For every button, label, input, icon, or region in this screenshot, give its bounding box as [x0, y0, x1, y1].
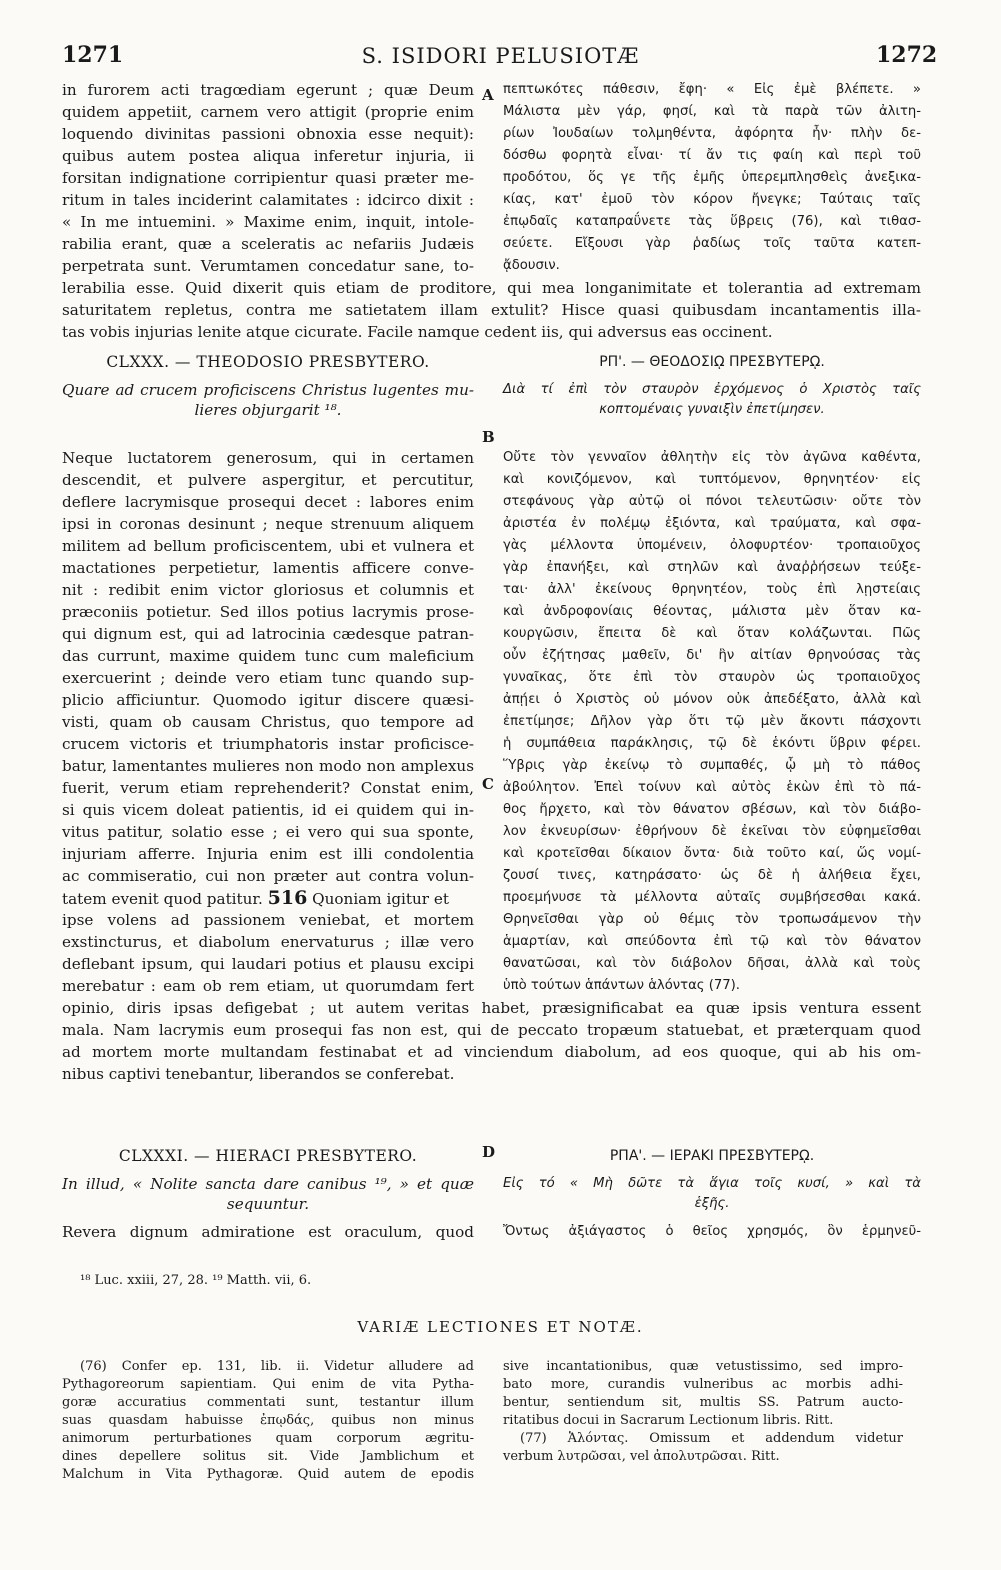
- text-line: quidem appetiit, carnem vero attigit (proprie enim: [62, 103, 474, 121]
- greek-line: καὶ κονιζόμενον, καὶ τυπτόμενον, θρηνητέον· εἰς: [503, 472, 921, 487]
- greek-line: γυναῖκας, ὅτε ἐπὶ τὸν σταυρὸν ὡς τροπαιοῦχος: [503, 670, 921, 685]
- greek-line: Μάλιστα μὲν γάρ, φησί, καὶ τὰ παρὰ τῶν ἀλιτη-: [503, 104, 921, 119]
- greek-line: ἐπετίμησε; Δῆλον γὰρ ὅτι τῷ μὲν ἄκοντι πάσχοντι: [503, 714, 921, 729]
- greek-line: ζουσί τινες, κατηράσατο· ὡς δὲ ἡ ἀλήθεια ἔχει,: [503, 868, 921, 883]
- note-line: Pythagoreorum sapientiam. Qui enim de vita Pytha-: [62, 1377, 474, 1392]
- note-line: bato more, curandis vulneribus ac morbis adhi-: [503, 1377, 903, 1392]
- text-line: deflebant ipsum, qui laudari potius et plausu excipi: [62, 955, 474, 973]
- text-line: Neque luctatorem generosum, qui in certamen: [62, 449, 474, 467]
- note-line: (77) Ἁλόντας. Omissum et addendum videtur: [520, 1431, 903, 1446]
- greek-line: πεπτωκότες πάθεσιν, ἔφη· « Εἰς ἐμὲ βλέπετε. »: [503, 82, 921, 97]
- letter-181-subtitle-greek: ἑξῆς.: [694, 1196, 730, 1211]
- letter-180-subtitle-greek: κοπτομέναις γυναιξὶν ἐπετίμησεν.: [599, 402, 825, 417]
- full-line: mala. Nam lacrymis eum prosequi fas non est, qui de peccato tropæum statuebat, et præterquam quod: [62, 1021, 921, 1039]
- greek-line: Οὔτε τὸν γενναῖον ἀθλητὴν εἰς τὸν ἀγῶνα καθέντα,: [503, 450, 921, 465]
- column-number-left: 1271: [62, 42, 124, 68]
- text-line: batur, lamentantes mulieres non modo non amplexus: [62, 757, 474, 775]
- text-line: visti, quam ob causam Christus, quo tempore ad: [62, 713, 474, 731]
- text-line: descendit, et pulvere aspergitur, et percutitur,: [62, 471, 474, 489]
- greek-line: σεύετε. Εἴξουσι γὰρ ῥαδίως τοῖς ταῦτα κατεπ-: [503, 236, 921, 251]
- greek-line: ἀριστέα ἐν πολέμῳ ἐξιόντα, καὶ τραύματα, καὶ σφα-: [503, 516, 921, 531]
- text-line: nit : redibit enim victor gloriosus et columnis et: [62, 581, 474, 599]
- text-line: exercuerint ; deinde vero etiam tunc quando sup-: [62, 669, 474, 687]
- letter-181-latin-first-line: Revera dignum admiratione est oraculum, quod: [62, 1223, 474, 1241]
- greek-line: οὖν ἐζήτησας μαθεῖν, δι' ἣν αἰτίαν θρηνούσας τὰς: [503, 648, 921, 663]
- note-line: Malchum in Vita Pythagoræ. Quid autem de epodis: [62, 1467, 474, 1482]
- text-fragment: Quoniam igitur et: [312, 890, 449, 908]
- text-line: « In me intuemini. » Maxime enim, inquit, intole-: [62, 213, 474, 231]
- text-line: ipsi in coronas desinunt ; neque strenuum aliquem: [62, 515, 474, 533]
- text-line: rabilia erant, quæ a sceleratis ac nefariis Judæis: [62, 235, 474, 253]
- letter-181-subtitle-latin: sequuntur.: [226, 1195, 310, 1213]
- letter-181-subtitle-greek: Εἰς τό « Μὴ δῶτε τὰ ἅγια τοῖς κυσί, » καὶ τὰ: [503, 1176, 921, 1191]
- text-line: mactationes perpetietur, lamentis afficere conve-: [62, 559, 474, 577]
- letter-181-greek-first-line: Ὄντως ἀξιάγαστος ὁ θεῖος χρησμός, ὃν ἑρμηνεῦ-: [503, 1224, 921, 1239]
- text-line: ipse volens ad passionem veniebat, et mortem: [62, 911, 474, 929]
- note-line: suas quasdam habuisse ἐπῳδάς, quibus non minus: [62, 1413, 474, 1428]
- greek-line: καὶ κροτεῖσθαι δίκαιον ὄντα· διὰ τοῦτο καί, ὥς νομί-: [503, 846, 921, 861]
- text-line: fuerit, verum etiam reprehenderit? Constat enim,: [62, 779, 474, 797]
- margin-letter-b: B: [482, 428, 495, 446]
- letter-180-subtitle-latin: lieres objurgarit ¹⁸.: [194, 401, 342, 419]
- note-line: ritatibus docui in Sacrarum Lectionum libris. Ritt.: [503, 1413, 834, 1428]
- greek-line: προεμήνυσε τὰ μέλλοντα αὐταῖς συμβήσεσθαι κακά.: [503, 890, 921, 905]
- greek-line: ἀβούλητον. Ἐπεὶ τοίνυν καὶ αὐτὸς ἑκὼν ἐπὶ τὸ πά-: [503, 780, 921, 795]
- text-line: præconiis potietur. Sed illos potius lacrymis prose-: [62, 603, 474, 621]
- greek-line: θανατῶσαι, καὶ τὸν διάβολον δῆσαι, ἀλλὰ καὶ τοὺς: [503, 956, 921, 971]
- greek-line: Θρηνεῖσθαι γὰρ οὐ θέμις τὸν τροπωσάμενον τὴν: [503, 912, 921, 927]
- text-line: merebatur : eam ob rem etiam, ut quorumdam fert: [62, 977, 474, 995]
- greek-line: ἁμαρτίαν, καὶ σπεύδοντα ἐπὶ τῷ καὶ τὸν θάνατον: [503, 934, 921, 949]
- letter-180-subtitle-greek: Διὰ τί ἐπὶ τὸν σταυρὸν ἐρχόμενος ὁ Χριστὸς ταῖς: [503, 382, 921, 397]
- text-line: militem ad bellum proficiscentem, ubi et vulnera et: [62, 537, 474, 555]
- greek-line: κίας, κατ' ἐμοῦ τὸν κόρον ἤνεγκε; Ταύταις ταῖς: [503, 192, 921, 207]
- margin-letter-d: D: [482, 1143, 496, 1161]
- greek-line: γὰς μέλλοντα ὑπομένειν, ὀλοφυρτέον· τροπαιοῦχος: [503, 538, 921, 553]
- greek-line: ρίων Ἰουδαίων τολμηθέντα, ἀφόρητα ἦν· πλὴν δε-: [503, 126, 921, 141]
- full-line: tas vobis injurias lenite atque cicurate. Facile namque cedent iis, qui adversus eas occinent.: [62, 323, 773, 341]
- margin-letter-a: A: [482, 86, 494, 104]
- text-line: forsitan indignatione corripientur quasi præter me-: [62, 169, 474, 187]
- letter-181-heading-greek: ΡΠΑ'. — ΙΕΡΑΚΙ ΠΡΕΣΒΥΤΕΡῼ.: [609, 1148, 815, 1164]
- text-line: ritum in tales inciderint calamitates : idcirco dixit :: [62, 191, 474, 209]
- full-line: ad mortem morte multandam festinabat et ad vinciendum diabolum, ad eos quoque, qui ab his om-: [62, 1043, 921, 1061]
- text-line: qui dignum est, qui ad latrocinia cædesque patran-: [62, 625, 474, 643]
- full-line: saturitatem repletus, contra me satietatem illam extulit? Hisce quasi quibusdam incantamentis illa-: [62, 301, 921, 319]
- text-line: ac commiseratio, cui non præter aut contra volun-: [62, 867, 474, 885]
- text-line: si quis vicem doleat patientis, id ei quidem qui in-: [62, 801, 474, 819]
- text-line: crucem victoris et triumphatoris instar proficisce-: [62, 735, 474, 753]
- footnotes: ¹⁸ Luc. xxiii, 27, 28. ¹⁹ Matth. vii, 6.: [80, 1273, 312, 1288]
- letter-181-heading-latin: CLXXXI. — HIERACI PRESBYTERO.: [118, 1147, 418, 1165]
- note-line: dines depellere solitus sit. Vide Jamblichum et: [62, 1449, 474, 1464]
- greek-line: θος ἤρχετο, καὶ τὸν θάνατον σβέσων, καὶ τὸν διάβο-: [503, 802, 921, 817]
- letter-181-subtitle-latin: In illud, « Nolite sancta dare canibus ¹⁹, » et quæ: [62, 1175, 474, 1193]
- text-line: perpetrata sunt. Verumtamen concedatur sane, to-: [62, 257, 474, 275]
- full-line: nibus captivi tenebantur, liberandos se conferebat.: [62, 1065, 455, 1083]
- note-line: verbum λυτρῶσαι, vel ἀπολυτρῶσαι. Ritt.: [503, 1449, 780, 1464]
- text-line: in furorem acti tragœdiam egerunt ; quæ Deum: [62, 81, 474, 99]
- text-line: quibus autem postea aliqua inferetur injuria, ii: [62, 147, 474, 165]
- letter-180-heading-latin: CLXXX. — THEODOSIO PRESBYTERO.: [106, 353, 430, 371]
- greek-line: ᾄδουσιν.: [503, 258, 560, 273]
- greek-line: Ὕβρις γὰρ ἐκείνῳ τὸ συμπαθές, ᾧ μὴ τὸ πάθος: [503, 758, 921, 773]
- greek-line: ται· ἀλλ' ἐκείνους θρηνητέον, τοὺς ἐπὶ λῃστείαις: [503, 582, 921, 597]
- column-number-right: 1272: [876, 42, 938, 68]
- greek-line: κουργῶσιν, ἔπειτα δὲ καὶ ὅταν κολάζωνται. Πῶς: [503, 626, 921, 641]
- greek-line: καὶ ἀνδροφονίαις θέοντας, μάλιστα μὲν ὅταν κα-: [503, 604, 921, 619]
- page-title: S. ISIDORI PELUSIOTÆ: [361, 44, 640, 68]
- note-line: goræ accuratius commentati sunt, testantur illum: [62, 1395, 474, 1410]
- text-line: loquendo divinitas passioni obnoxia esse nequit):: [62, 125, 474, 143]
- notes-title: VARIÆ LECTIONES ET NOTÆ.: [357, 1318, 644, 1336]
- greek-line: ἐπῳδαῖς καταπραΰνετε τὰς ὕβρεις (76), καὶ τιθασ-: [503, 214, 921, 229]
- text-line: vitus patitur, solatio esse ; ei vero qui sua sponte,: [62, 823, 474, 841]
- greek-line: δόσθω φορητὰ εἶναι· τί ἄν τις φαίη καὶ περὶ τοῦ: [503, 148, 921, 163]
- note-line: sive incantationibus, quæ vetustissimo, sed impro-: [503, 1359, 903, 1374]
- text-line: [62, 888, 474, 909]
- margin-letter-c: C: [482, 775, 494, 793]
- greek-line: στεφάνους γὰρ αὐτῷ οἱ πόνοι τελευτῶσιν· οὔτε τὸν: [503, 494, 921, 509]
- full-line: lerabilia esse. Quid dixerit quis etiam de proditore, qui mea longanimitate et tolerantia ad extremam: [62, 279, 921, 297]
- full-line: opinio, diris ipsas defigebat ; ut autem veritas habet, præsignificabat ea quæ ipsis ventura essent: [62, 999, 921, 1017]
- text-fragment: tatem evenit quod patitur.: [62, 890, 263, 908]
- column-marker-number: 516: [267, 887, 308, 909]
- text-line: exstincturus, et diabolum enervaturus ; illæ vero: [62, 933, 474, 951]
- letter-180-heading-greek: ΡΠ'. — ΘΕΟΔΟΣΙῼ ΠΡΕΣΒΥΤΕΡῼ.: [599, 354, 825, 370]
- greek-line: ἡ συμπάθεια παράκλησις, τῷ δὲ ἑκόντι ὕβριν φέρει.: [503, 736, 921, 751]
- text-line: injuriam afferre. Injuria enim est illi condolentia: [62, 845, 474, 863]
- text-line: plicio afficiuntur. Quomodo igitur discere quæsi-: [62, 691, 474, 709]
- note-line: (76) Confer ep. 131, lib. ii. Videtur alludere ad: [80, 1359, 474, 1374]
- letter-180-subtitle-latin: Quare ad crucem proficiscens Christus lugentes mu-: [62, 381, 474, 399]
- note-line: bentur, sentiendum sit, multis SS. Patrum aucto-: [503, 1395, 903, 1410]
- greek-line: ἀπῄει ὁ Χριστὸς οὐ μόνον οὐκ ἀπεδέξατο, ἀλλὰ καὶ: [503, 692, 921, 707]
- greek-line: προδότου, ὅς γε τῆς ἐμῆς ὑπερεμπλησθεὶς ἀνεξικα-: [503, 170, 921, 185]
- text-line: deflere lacrymisque prosequi decet : labores enim: [62, 493, 474, 511]
- greek-line: ὑπὸ τούτων ἁπάντων ἁλόντας (77).: [503, 978, 741, 993]
- note-line: animorum perturbationes quam corporum ægritu-: [62, 1431, 474, 1446]
- greek-line: γὰρ ἐπανήξει, καὶ στηλῶν καὶ ἀναῤῥήσεων τεύξε-: [503, 560, 921, 575]
- greek-line: λον ἐκνευρίσων· ἐθρήνουν δὲ ἐκεῖναι τὸν εὐφημεῖσθαι: [503, 824, 921, 839]
- text-line: das currunt, maxime quidem tunc cum maleficium: [62, 647, 474, 665]
